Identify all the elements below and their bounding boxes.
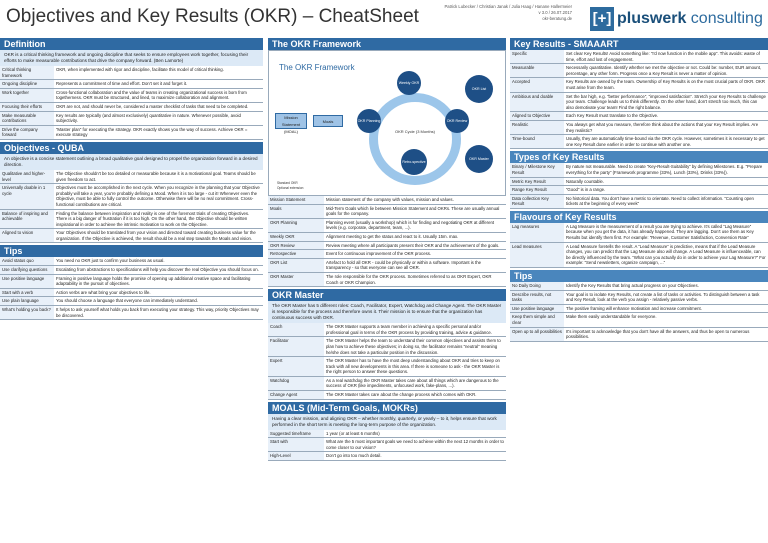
framework-heading: The OKR Framework xyxy=(268,38,506,50)
row-description: Set the bar high, e.g. “better performance”, “improved satisfaction”. Stretch your Key Results to challenge your team. Challenge leads us to think differently. On the other hand, don't stretch too much, this can also demotivate your team! Find the right balance. xyxy=(566,93,766,110)
row-description: Finding the balance between inspiration and reality is one of the foremost trials of creating Objectives. There is a big danger of frustration if it is too high. On the other hand, the Objective should be written inspirational in order to achieve the intrinsic motivation to work on the Objective. xyxy=(56,210,250,227)
table-row xyxy=(510,50,768,64)
table-row xyxy=(268,205,506,219)
row-term: Universally doable in 1 cycle xyxy=(0,184,54,208)
row-description: A Lead Measure foretells the result. A “Lead Measure” is predictive, means that if the Lead Measure changes, you can predict that the Lag Measure also will change. A Lead Measure is influenceable, can be directly influenced by the team. “What can you actually do in order to achieve your Lag Measure?” For example: “Send newsletters, organize campaign, ...” xyxy=(566,243,766,266)
row-term: What's holding you back? xyxy=(0,306,54,319)
column-left xyxy=(0,38,263,543)
definition-heading: Definition xyxy=(0,38,263,50)
moals-table xyxy=(268,430,506,461)
kr-table xyxy=(510,50,768,149)
table-row xyxy=(0,210,263,230)
table-row xyxy=(510,305,768,314)
row-term: Suggested timeframe xyxy=(268,430,324,438)
table-row xyxy=(268,430,506,439)
row-term: Coach xyxy=(268,323,324,336)
table-row xyxy=(510,223,768,243)
mission-box: Mission Statement (MOAL) xyxy=(275,113,307,129)
table-row xyxy=(268,438,506,452)
row-description: Planning event (usually a workshop) which is for finding and negotiating OKR at different levels (e.g. corporate, department, team, ...). xyxy=(326,219,495,231)
page-title: Objectives and Key Results (OKR) – CheatSheet xyxy=(6,6,419,27)
moals-box: Moals xyxy=(313,115,343,127)
row-term: Balance of inspiring and achievable xyxy=(0,210,54,229)
row-term: Measurable xyxy=(510,64,564,77)
row-term: Change Agent xyxy=(268,391,324,399)
tips-heading: Tips xyxy=(0,245,263,257)
row-description: Key Results are owned by the team. Ownership of Key Results is on the most crucial parts of OKR. OKR must arise from the team. xyxy=(566,79,765,90)
row-term: Aligned to Objective xyxy=(510,112,564,120)
row-term: Metric Key Result xyxy=(510,178,564,186)
logo-rest: consulting xyxy=(686,10,763,27)
table-row xyxy=(0,257,263,266)
table-row xyxy=(510,121,768,135)
row-description: It helps to ask yourself what holds you back from executing your strategy. This way, priority Objectives may be discovered. xyxy=(56,307,259,318)
row-term: Data collection Key Result xyxy=(510,195,564,208)
row-description: The OKR Master helps the team to understand their common objectives and assists them to plan how to achieve these objectives; in doing so, the facilitator remains “neutral” meaning he/she does not take a particular position in the discussion. xyxy=(326,338,501,355)
table-row xyxy=(268,452,506,461)
moals-heading: MOALS (Mid-Term Goals, MOKRs) xyxy=(268,402,506,414)
kr-heading: Key Results - SMAAART xyxy=(510,38,768,50)
row-description: The role responsible for the OKR process. Sometimes referred to as OKR Expert, OKR Coach or OKR Champion. xyxy=(326,273,492,285)
row-term: OKR Master xyxy=(268,273,324,286)
row-term: Start with xyxy=(268,438,324,451)
table-row xyxy=(0,229,263,243)
row-term: OKR Planning xyxy=(268,219,324,232)
row-term: High-Level xyxy=(268,452,324,460)
row-term: Retrospective xyxy=(268,250,324,258)
types-table xyxy=(510,163,768,209)
retro-node: Retro-spective xyxy=(401,149,427,175)
row-description: OKR are not, and should never be, considered a master checklist of tasks that need to be completed. xyxy=(56,103,249,109)
legend-optional: Optional extension xyxy=(277,186,304,190)
row-description: As a real watchdog the OKR Master takes care about all things which are dangerous to the success of OKR (like impediments, unfocused work, fake-plans, ...). xyxy=(326,377,499,389)
diagram-title: The OKR Framework xyxy=(279,63,355,72)
row-description: Action verbs are what bring your objectives to life. xyxy=(56,289,151,295)
row-description: The OKR Master supports a team member in achieving a specific personal and/or professional goal in terms of the OKR process by providing training, advice & guidance. xyxy=(326,324,492,335)
table-row xyxy=(0,112,263,126)
row-description: A Lag Measure is the measurement of a result you are trying to achieve. It's called “Lag Measure” because when you get the data, it has already happened. They are lagging. Don't use them as Key Results but identify them first. For example: “Revenue, Customer Satisfaction, Conversion Rate” xyxy=(566,223,754,241)
cycle-label: OKR Cycle (3 Months) xyxy=(394,129,435,134)
planning-node: OKR Planning xyxy=(357,109,381,133)
logo-text xyxy=(617,10,763,28)
row-term: Realistic xyxy=(510,121,564,134)
table-row xyxy=(510,178,768,187)
table-row xyxy=(268,233,506,242)
framework-diagram xyxy=(268,50,506,196)
website: okr-beratung.de xyxy=(542,16,572,21)
row-term: Moals xyxy=(268,205,324,218)
row-term: Use positive language xyxy=(510,305,564,313)
row-term: Range Key Result xyxy=(510,186,564,194)
row-description: Your Objectives should be translated from your vision and directed toward creating business value for the organization. If the Objective is achieved, the result should be a real step towards the Moals and vision. xyxy=(56,230,256,241)
column-middle xyxy=(268,38,506,543)
row-description: Don't go into too much detail. xyxy=(326,453,382,459)
row-term: Ambitious and doable xyxy=(510,93,564,112)
row-description: Alignment meeting to get the status and react to it. Usually 15m. max. xyxy=(326,233,459,239)
flavours-heading: Flavours of Key Results xyxy=(510,211,768,223)
logo-bold: pluswerk xyxy=(617,10,687,27)
row-term: Ongoing discipline xyxy=(0,80,54,88)
logo xyxy=(590,5,763,33)
row-description: Escalating from abstractions to specifications will help you discover the real Objective you should focus on. xyxy=(56,267,259,273)
row-description: Make them easily understandable for everyone. xyxy=(566,314,657,320)
row-term: Describe results, not tasks xyxy=(510,291,564,304)
row-description: Identify the Key Results that bring actual progress on your Objectives. xyxy=(566,283,699,289)
row-description: Set clear Key Results! Avoid something like: “I'd now function in the mobile app”. This avoids: waste of time, effort and lost of engagement. xyxy=(566,51,760,62)
column-right xyxy=(510,38,768,543)
row-term: Keep them simple and clear xyxy=(510,313,564,326)
table-row xyxy=(268,337,506,357)
row-description: The OKR Master has to have the most deep understanding about OKR and tries to keep on track with all new developments in this area. If there is someone to ask - the OKR Master is the right person to answer these questions. xyxy=(326,358,500,375)
table-row xyxy=(268,259,506,273)
row-term: Avoid status quo xyxy=(0,257,54,265)
row-description: Key results are typically (and almost exclusively) quantitative in nature. Whenever possible, avoid subjectivity. xyxy=(56,112,241,124)
row-description: OKR, when implemented with rigor and discipline, facilitate this model of critical thinking. xyxy=(56,67,224,72)
table-row xyxy=(510,135,768,149)
row-description: No historical data. You don't have a metric to orientate. Need to collect information. “Counting open tickets at the beginning of every week” xyxy=(566,195,754,207)
table-row xyxy=(510,195,768,209)
row-description: Represents a commitment of time and effort. Don't set it and forget it. xyxy=(56,81,188,87)
row-description: By nature not measurable. Need to create “Key-Result-Suitability” by defining Milestones. E.g. “Prepare everything for the party” (Framework programme (33%), Lunch (33%), Drinks (33%)). xyxy=(566,164,763,175)
row-term: Drive the company forward xyxy=(0,126,54,139)
row-description: You always get what you measure, therefore think about the actions that your Key Result implies. Are they realistic? xyxy=(566,121,759,133)
row-term: Qualitative and higher-level xyxy=(0,170,54,183)
table-row xyxy=(510,93,768,113)
master-table xyxy=(268,323,506,400)
moals-lead: Having a clear mission, and aligning OKR – whether monthly, quarterly, or yearly – to it, helps ensure that work performed in the short term is meeting the long-term purpose of the organization. xyxy=(268,414,506,430)
row-term: Time-bound xyxy=(510,135,564,148)
table-row xyxy=(510,163,768,177)
row-description: The OKR Master takes care about the change process which comes with OKR. xyxy=(326,392,477,398)
row-term: Expert xyxy=(268,357,324,376)
row-description: Event for continuous improvement of the OKR process. xyxy=(326,251,432,257)
table-row xyxy=(510,243,768,268)
row-description: Review meeting where all participants present their OKR and the achievement of the goals. xyxy=(326,242,500,248)
okr-list-node: OKR List xyxy=(465,75,493,103)
framework-table xyxy=(268,196,506,287)
row-term: Use positive language xyxy=(0,275,54,288)
table-row xyxy=(0,170,263,184)
authors: Patrick Lubecker / Christian Janak / Julia Haag / Hanane Hallermeier xyxy=(444,4,572,9)
row-description: It's important to acknowledge that you don't have all the answers, and thus be open to numerous possibilities. xyxy=(566,328,750,340)
table-row xyxy=(268,323,506,337)
row-term: Aligned to vision xyxy=(0,229,54,242)
row-term: No Daily Doing xyxy=(510,282,564,290)
table-row xyxy=(0,80,263,89)
table-row xyxy=(510,78,768,92)
row-term: Mission Statement xyxy=(268,196,324,204)
table-row xyxy=(510,64,768,78)
row-term: Lead measures xyxy=(510,243,564,267)
row-description: You should choose a language that everyone can immediately understand. xyxy=(56,298,198,304)
table-row xyxy=(268,391,506,400)
row-description: What are the 5 most important goals we need to achieve within the next 12 months in order to come closer to our vision? xyxy=(326,439,504,450)
table-row xyxy=(0,297,263,306)
table-row xyxy=(0,184,263,209)
master-node: OKR Master xyxy=(465,145,493,173)
table-row xyxy=(510,291,768,305)
row-description: Usually, they are automatically time-bound via the OKR cycle. However, sometimes it is necessary to get one Key Result done earlier in order to continue with another one. xyxy=(566,136,765,147)
table-row xyxy=(0,289,263,298)
row-description: The Objective shouldn't be too detailed or measurable because it is a motivational goal. Teams should be given freedom to act. xyxy=(56,170,256,182)
row-term: Open up to all possibilities xyxy=(510,328,564,341)
table-row xyxy=(510,282,768,291)
row-description: Framing in positive language holds the promise of opening up additional creative space and facilitating adaptability in the pursuit of objectives. xyxy=(56,275,251,287)
kr-tips-heading: Tips xyxy=(510,270,768,282)
row-term: Start with a verb xyxy=(0,289,54,297)
table-row xyxy=(268,273,506,287)
table-row xyxy=(0,89,263,103)
row-term: Focusing their efforts xyxy=(0,103,54,111)
row-term: Work together xyxy=(0,89,54,102)
tips-table xyxy=(0,257,263,320)
row-description: Your goal is to isolate Key Results, not create a list of tasks or activities. To distinguish between a task and Key Result, look at the verb you assign - relatively passive verbs. xyxy=(566,291,760,303)
row-term: Make measurable contributions xyxy=(0,112,54,125)
table-row xyxy=(0,66,263,80)
table-row xyxy=(0,103,263,112)
row-term: Binary / Milestone Key Result xyxy=(510,163,564,176)
table-row xyxy=(0,275,263,289)
legend-standard: Standard OKR xyxy=(277,181,298,185)
row-description: Naturally countable. xyxy=(566,178,604,184)
row-description: Mid-Term Goals which lie between Mission Statement and OKRs. These are usually annual goals for the company. xyxy=(326,205,500,217)
definition-lead: OKR is a critical thinking framework and ongoing discipline that seeks to ensure employees work together, focusing their efforts to make measurable contributions that drive the company forward. (Ben Lamorte) xyxy=(0,50,263,66)
table-row xyxy=(268,219,506,233)
row-term: OKR List xyxy=(268,259,324,272)
table-row xyxy=(510,313,768,327)
table-row xyxy=(510,328,768,342)
table-row xyxy=(268,377,506,391)
row-term: Weekly OKR xyxy=(268,233,324,241)
types-heading: Types of Key Results xyxy=(510,151,768,163)
logo-mark: [+] xyxy=(590,7,614,31)
row-term: Use clarifying questions xyxy=(0,266,54,274)
row-term: Use plain language xyxy=(0,297,54,305)
table-row xyxy=(268,242,506,251)
row-description: Each Key Result must translate to the Objective. xyxy=(566,113,659,119)
objectives-heading: Objectives - QUBA xyxy=(0,142,263,154)
table-row xyxy=(510,112,768,121)
row-description: Necessarily quantitative. Identify whether we met the objective or not. Could be: number, EUR amount, percentage, any other form. Progress once a Key Result is never a matter of opinion. xyxy=(566,65,762,76)
master-lead: The OKR Master has 5 different roles: Coach, Facilitator, Expert, Watchdog and Change Agent. The OKR Master is responsible for the process and therefore owns it. Their mission is to ensure that the organization has continuous success with OKR. xyxy=(268,301,506,323)
flavours-table xyxy=(510,223,768,268)
author-info xyxy=(432,4,572,22)
master-heading: OKR Master xyxy=(268,289,506,301)
row-description: Artefact to hold all OKR - could be physically or within a software. Important is the transparency - so that everyone can see all OKR. xyxy=(326,259,481,271)
row-description: Mission statement of the company with values, mission and values. xyxy=(326,197,454,202)
row-term: Specific xyxy=(510,50,564,63)
diagram-legend xyxy=(277,181,303,191)
table-row xyxy=(268,196,506,205)
table-row xyxy=(268,357,506,377)
table-row xyxy=(0,126,263,140)
header xyxy=(0,0,768,38)
row-description: You need no OKR just to confirm your business as usual. xyxy=(56,258,165,264)
definition-table xyxy=(0,66,263,140)
row-description: Cross-functional collaboration and the value of teams in creating organizational success is born from togetherness. OKR must be structured, and lined, to maximize collaboration and alignment. xyxy=(56,89,247,101)
row-term: Facilitator xyxy=(268,337,324,356)
row-term: Critical thinking framework xyxy=(0,66,54,79)
table-row xyxy=(0,306,263,320)
row-description: “Master plan” for executing the strategy. OKR exactly shows you the way of success. Achieve OKR = execute strategy xyxy=(56,126,248,138)
review-node: OKR Review xyxy=(445,109,469,133)
kr-tips-table xyxy=(510,282,768,342)
table-row xyxy=(0,266,263,275)
row-term: Accepted xyxy=(510,78,564,91)
objectives-lead: An objective is a concise statement outlining a broad qualitative goal designed to propel the organization forward in a desired direction. xyxy=(0,154,263,170)
table-row xyxy=(268,250,506,259)
table-row xyxy=(510,186,768,195)
weekly-node: Weekly OKR xyxy=(397,71,421,95)
version: v 3.0 / 26.07.2017 xyxy=(538,10,572,15)
row-term: Lag measures xyxy=(510,223,564,242)
row-term: Watchdog xyxy=(268,377,324,390)
row-description: The positive framing will enhance motivation and increase commitment. xyxy=(566,305,702,311)
row-term: OKR Review xyxy=(268,242,324,250)
row-description: “Good” is in a range. xyxy=(566,187,606,193)
objectives-table xyxy=(0,170,263,244)
row-description: Objectives must be accomplished in the next cycle. When you recognize in the planning that your Objective probably will take a year, you're probably defining a Mood. When it is too large - cut it! Whenever even the Objective, must be able to fully control the outcome. Otherwise there will be no real commitment. Cross-functional contributions are critical. xyxy=(56,185,260,207)
row-description: 1 year (or at least 6 months) xyxy=(326,430,380,436)
